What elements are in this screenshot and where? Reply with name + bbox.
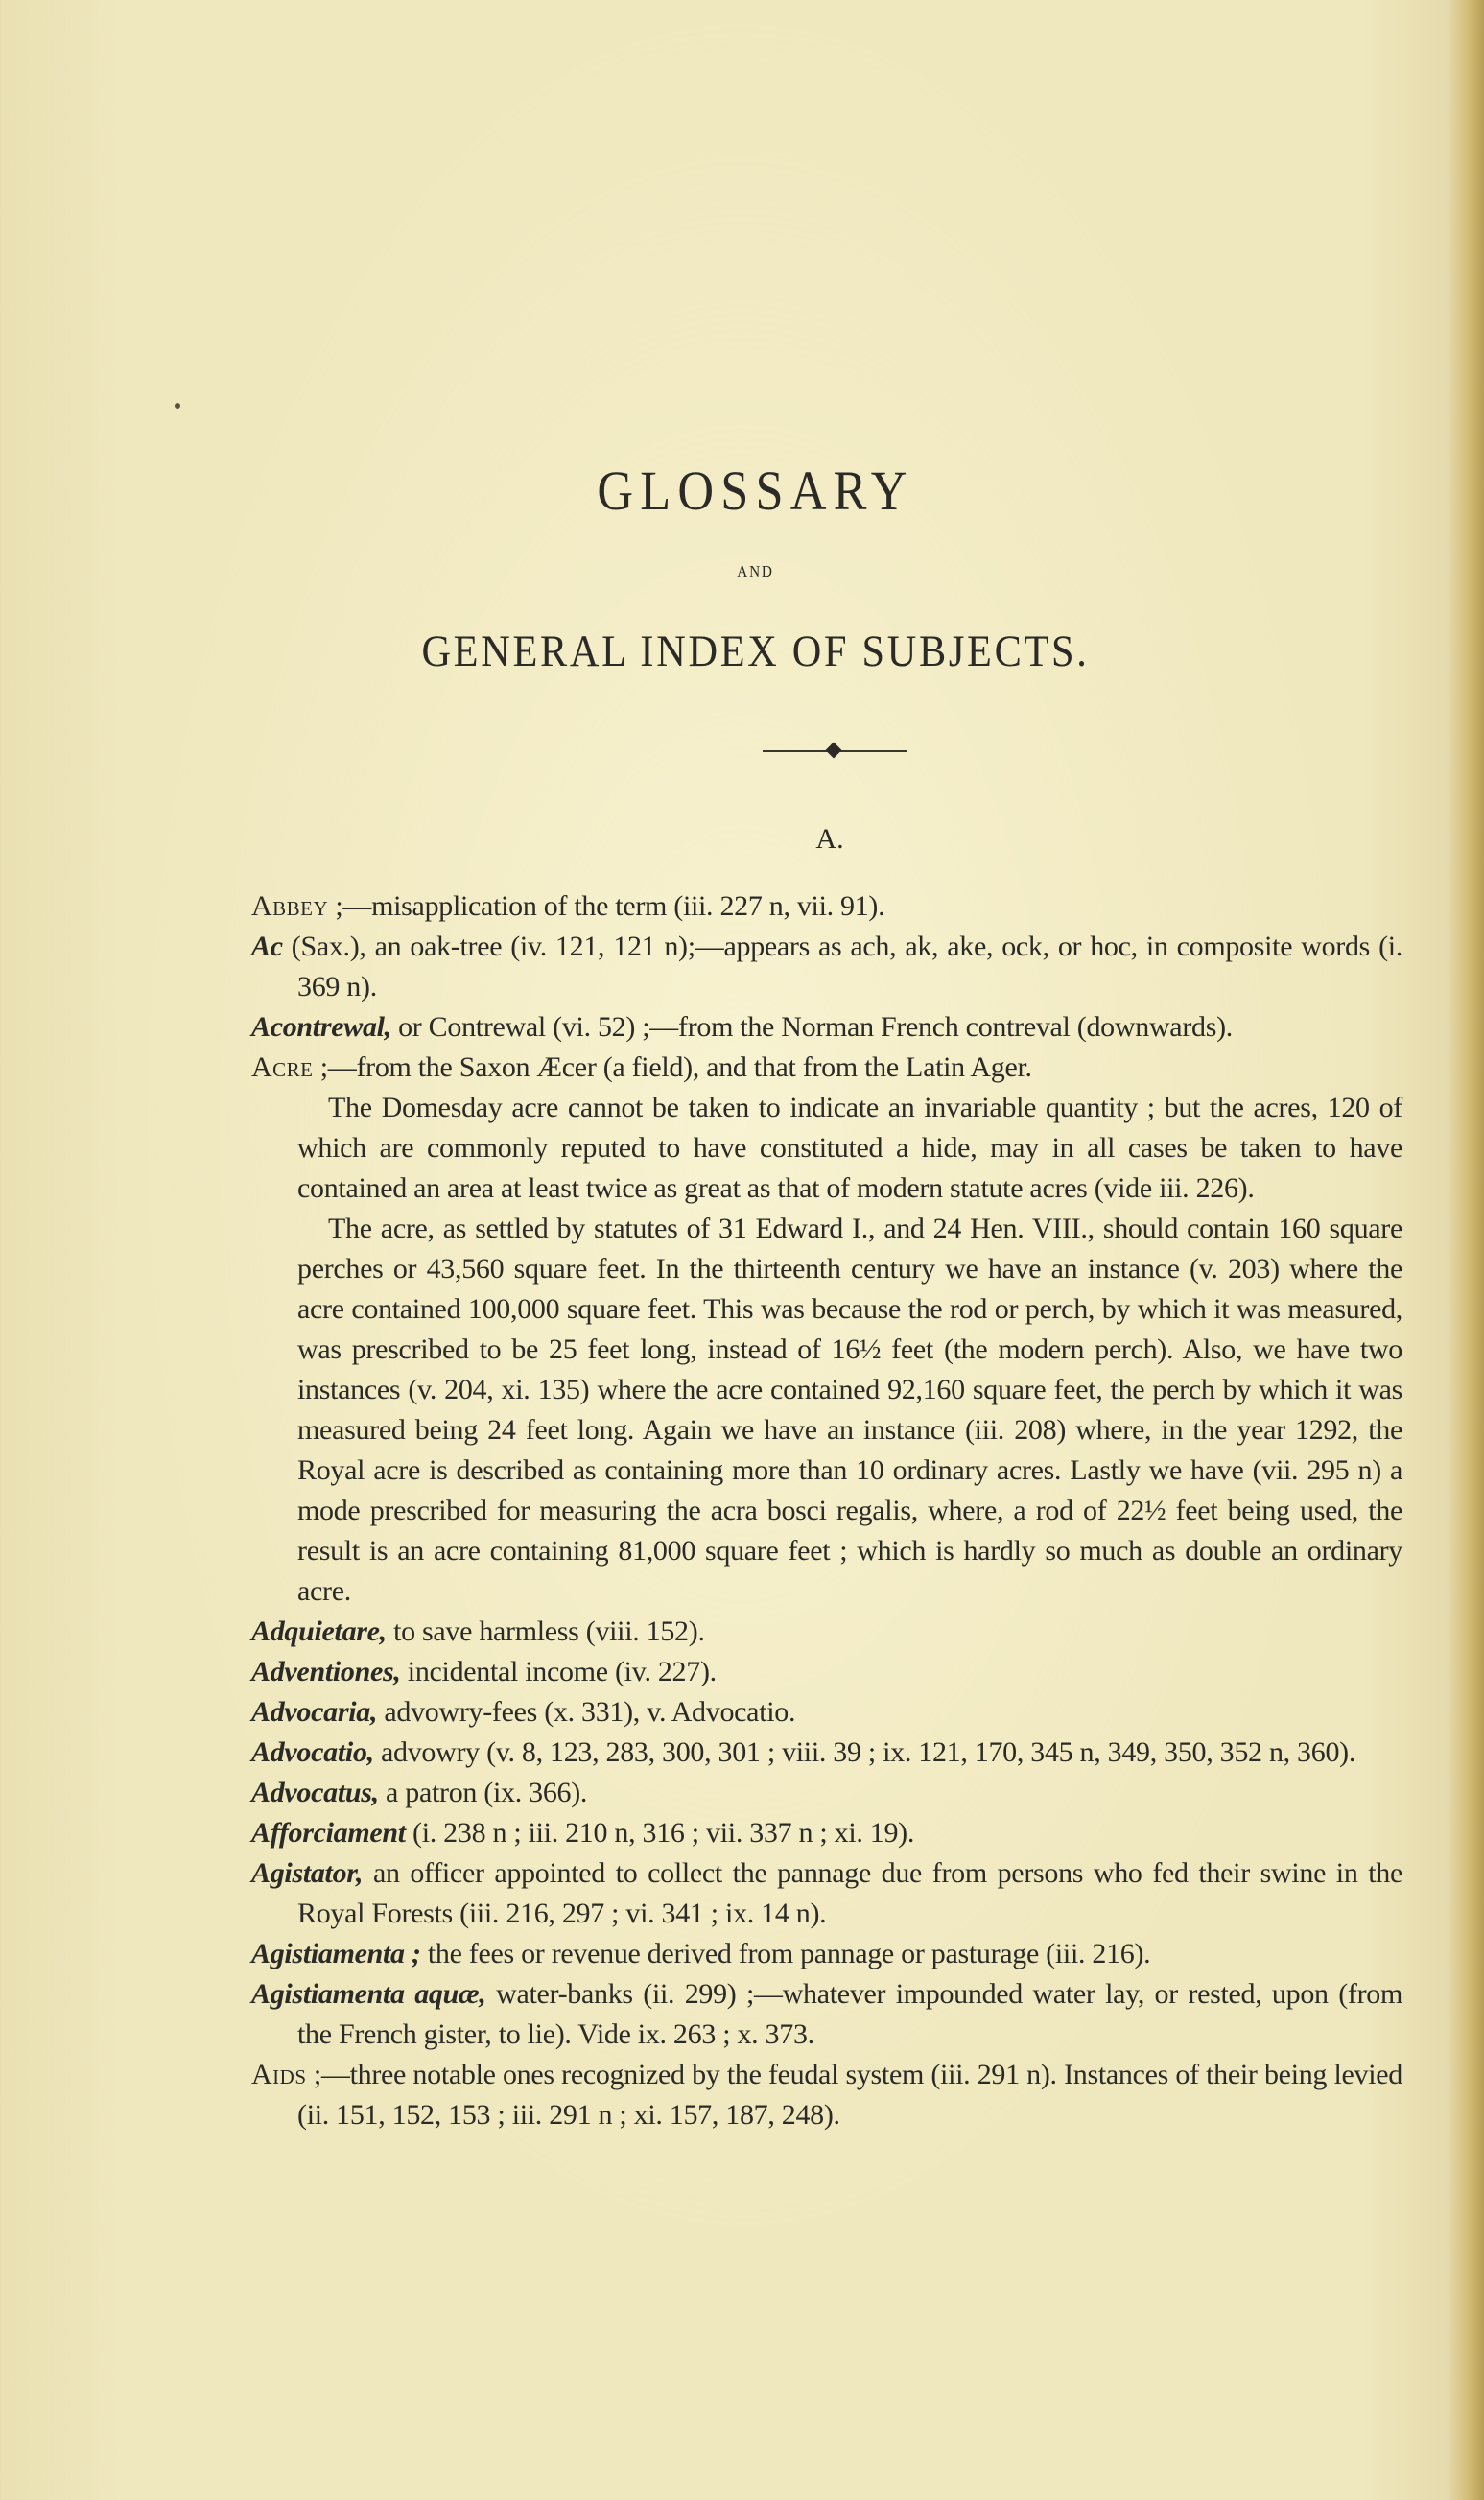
entry-text: or Contrewal (vi. 52) ;—from the Norman French contreval (downwards). [398, 1011, 1233, 1043]
entry-text: ;—three notable ones recognized by the feudal system (iii. 291 n). Instances of their being levied (ii. 151, 152, 153 ; iii. 291 n ; xi. 157, 187, 248). [297, 2059, 1402, 2131]
page-title: GLOSSARY [597, 460, 914, 522]
section-letter: A. [815, 823, 844, 855]
entry-text: water-banks (ii. 299) ;—whatever impounded water lay, or rested, upon (from the French gister, to lie). Vide ix. 263 ; x. 373. [297, 1978, 1402, 2050]
entry-text: (i. 238 n ; iii. 210 n, 316 ; vii. 337 n ; xi. 19). [412, 1817, 915, 1849]
entry-text: the fees or revenue derived from pannage or pasturage (iii. 216). [427, 1938, 1151, 1969]
glossary-entry-abbey [251, 886, 1402, 927]
glossary-entry-agistator [251, 1853, 1402, 1934]
entry-text: a patron (ix. 366). [386, 1777, 588, 1808]
entry-text: ;—misapplication of the term (iii. 227 n, vii. 91). [335, 890, 885, 922]
glossary-entry-acre [251, 1048, 1402, 1088]
entry-text: an officer appointed to collect the pannage due from persons who fed their swine in the Royal Forests (iii. 216, 297 ; vi. 341 ; ix. 14 n). [297, 1857, 1402, 1929]
glossary-entry-agistiamenta-aquae [251, 1974, 1402, 2055]
glossary-entry-adventiones [251, 1652, 1402, 1692]
acre-paragraph-statutes: The acre, as settled by statutes of 31 Edward I., and 24 Hen. VIII., should contain 160 square perches or 43,560 square feet. In the thirteenth century we have an instance (v. 203) where the acre contained 100,000 square feet. This was because the rod or perch, by which it was measured, was prescribed to be 25 feet long, instead of 16½ feet (the modern perch). Also, we have two instances (v. 204, xi. 135) where the acre contained 92,160 square feet, the perch by which it was measured being 24 feet long. Again we have an instance (iii. 208) where, in the year 1292, the Royal acre is described as containing more than 10 ordinary acres. Lastly we have (vii. 295 n) a mode prescribed for measuring the acra bosci regalis, where, a rod of 22½ feet being used, the result is an acre containing 81,000 square feet ; which is hardly so much as double an ordinary acre. [297, 1213, 1402, 1607]
diamond-ornament-icon [826, 743, 842, 759]
glossary-entry-adquietare [251, 1612, 1402, 1652]
ink-speck [175, 403, 180, 409]
entry-headword: Afforciament [251, 1817, 406, 1849]
entry-headword: Acontrewal, [251, 1011, 391, 1043]
entry-headword: Acre [251, 1051, 314, 1083]
entry-text: (Sax.), an oak-tree (iv. 121, 121 n);—appears as ach, ak, ake, ock, or hoc, in composite words (i. 369 n). [291, 931, 1402, 1002]
entry-headword: Agistator, [251, 1857, 364, 1889]
page-subtitle: GENERAL INDEX OF SUBJECTS. [421, 626, 1090, 676]
entry-text: incidental income (iv. 227). [407, 1656, 717, 1687]
entry-headword: Agistiamenta aquæ, [251, 1978, 486, 2010]
entry-headword: Advocatus, [251, 1777, 379, 1808]
entry-text: ;—from the Saxon Æcer (a field), and that from the Latin Ager. [319, 1051, 1032, 1083]
entry-headword: Ac [251, 931, 283, 962]
entry-headword: Adquietare, [251, 1616, 387, 1647]
entry-text: to save harmless (viii. 152). [393, 1616, 705, 1647]
entry-headword: Adventiones, [251, 1656, 401, 1687]
entry-text: advowry (v. 8, 123, 283, 300, 301 ; viii. 39 ; ix. 121, 170, 345 n, 349, 350, 352 n, 360). [381, 1736, 1356, 1768]
glossary-entry-aids [251, 2055, 1402, 2135]
glossary-entry-advocatio [251, 1733, 1402, 1773]
glossary-entry-agistiamenta [251, 1934, 1402, 1974]
glossary-entry-ac [251, 927, 1402, 1007]
entry-headword: Abbey [251, 890, 329, 922]
ornamental-rule [763, 748, 907, 754]
entry-headword: Advocatio, [251, 1736, 374, 1768]
entry-headword: Agistiamenta ; [251, 1938, 421, 1969]
glossary-entries [251, 886, 1402, 2135]
glossary-entry-advocatus [251, 1773, 1402, 1813]
glossary-entry-acontrewal [251, 1007, 1402, 1048]
acre-paragraph-domesday: The Domesday acre cannot be taken to indicate an invariable quantity ; but the acres, 120 of which are commonly reputed to have constituted a hide, may in all cases be taken to have contained an area at least twice as great as that of modern statute acres (vide iii. 226). [297, 1092, 1402, 1204]
glossary-entry-advocaria [251, 1692, 1402, 1733]
title-conjunction: AND [737, 562, 774, 580]
entry-text: advowry-fees (x. 331), v. Advocatio. [384, 1696, 796, 1728]
entry-headword: Advocaria, [251, 1696, 378, 1728]
page-edge-shadow [1448, 0, 1484, 2500]
entry-headword: Aids [251, 2059, 307, 2090]
glossary-entry-afforciament [251, 1813, 1402, 1853]
